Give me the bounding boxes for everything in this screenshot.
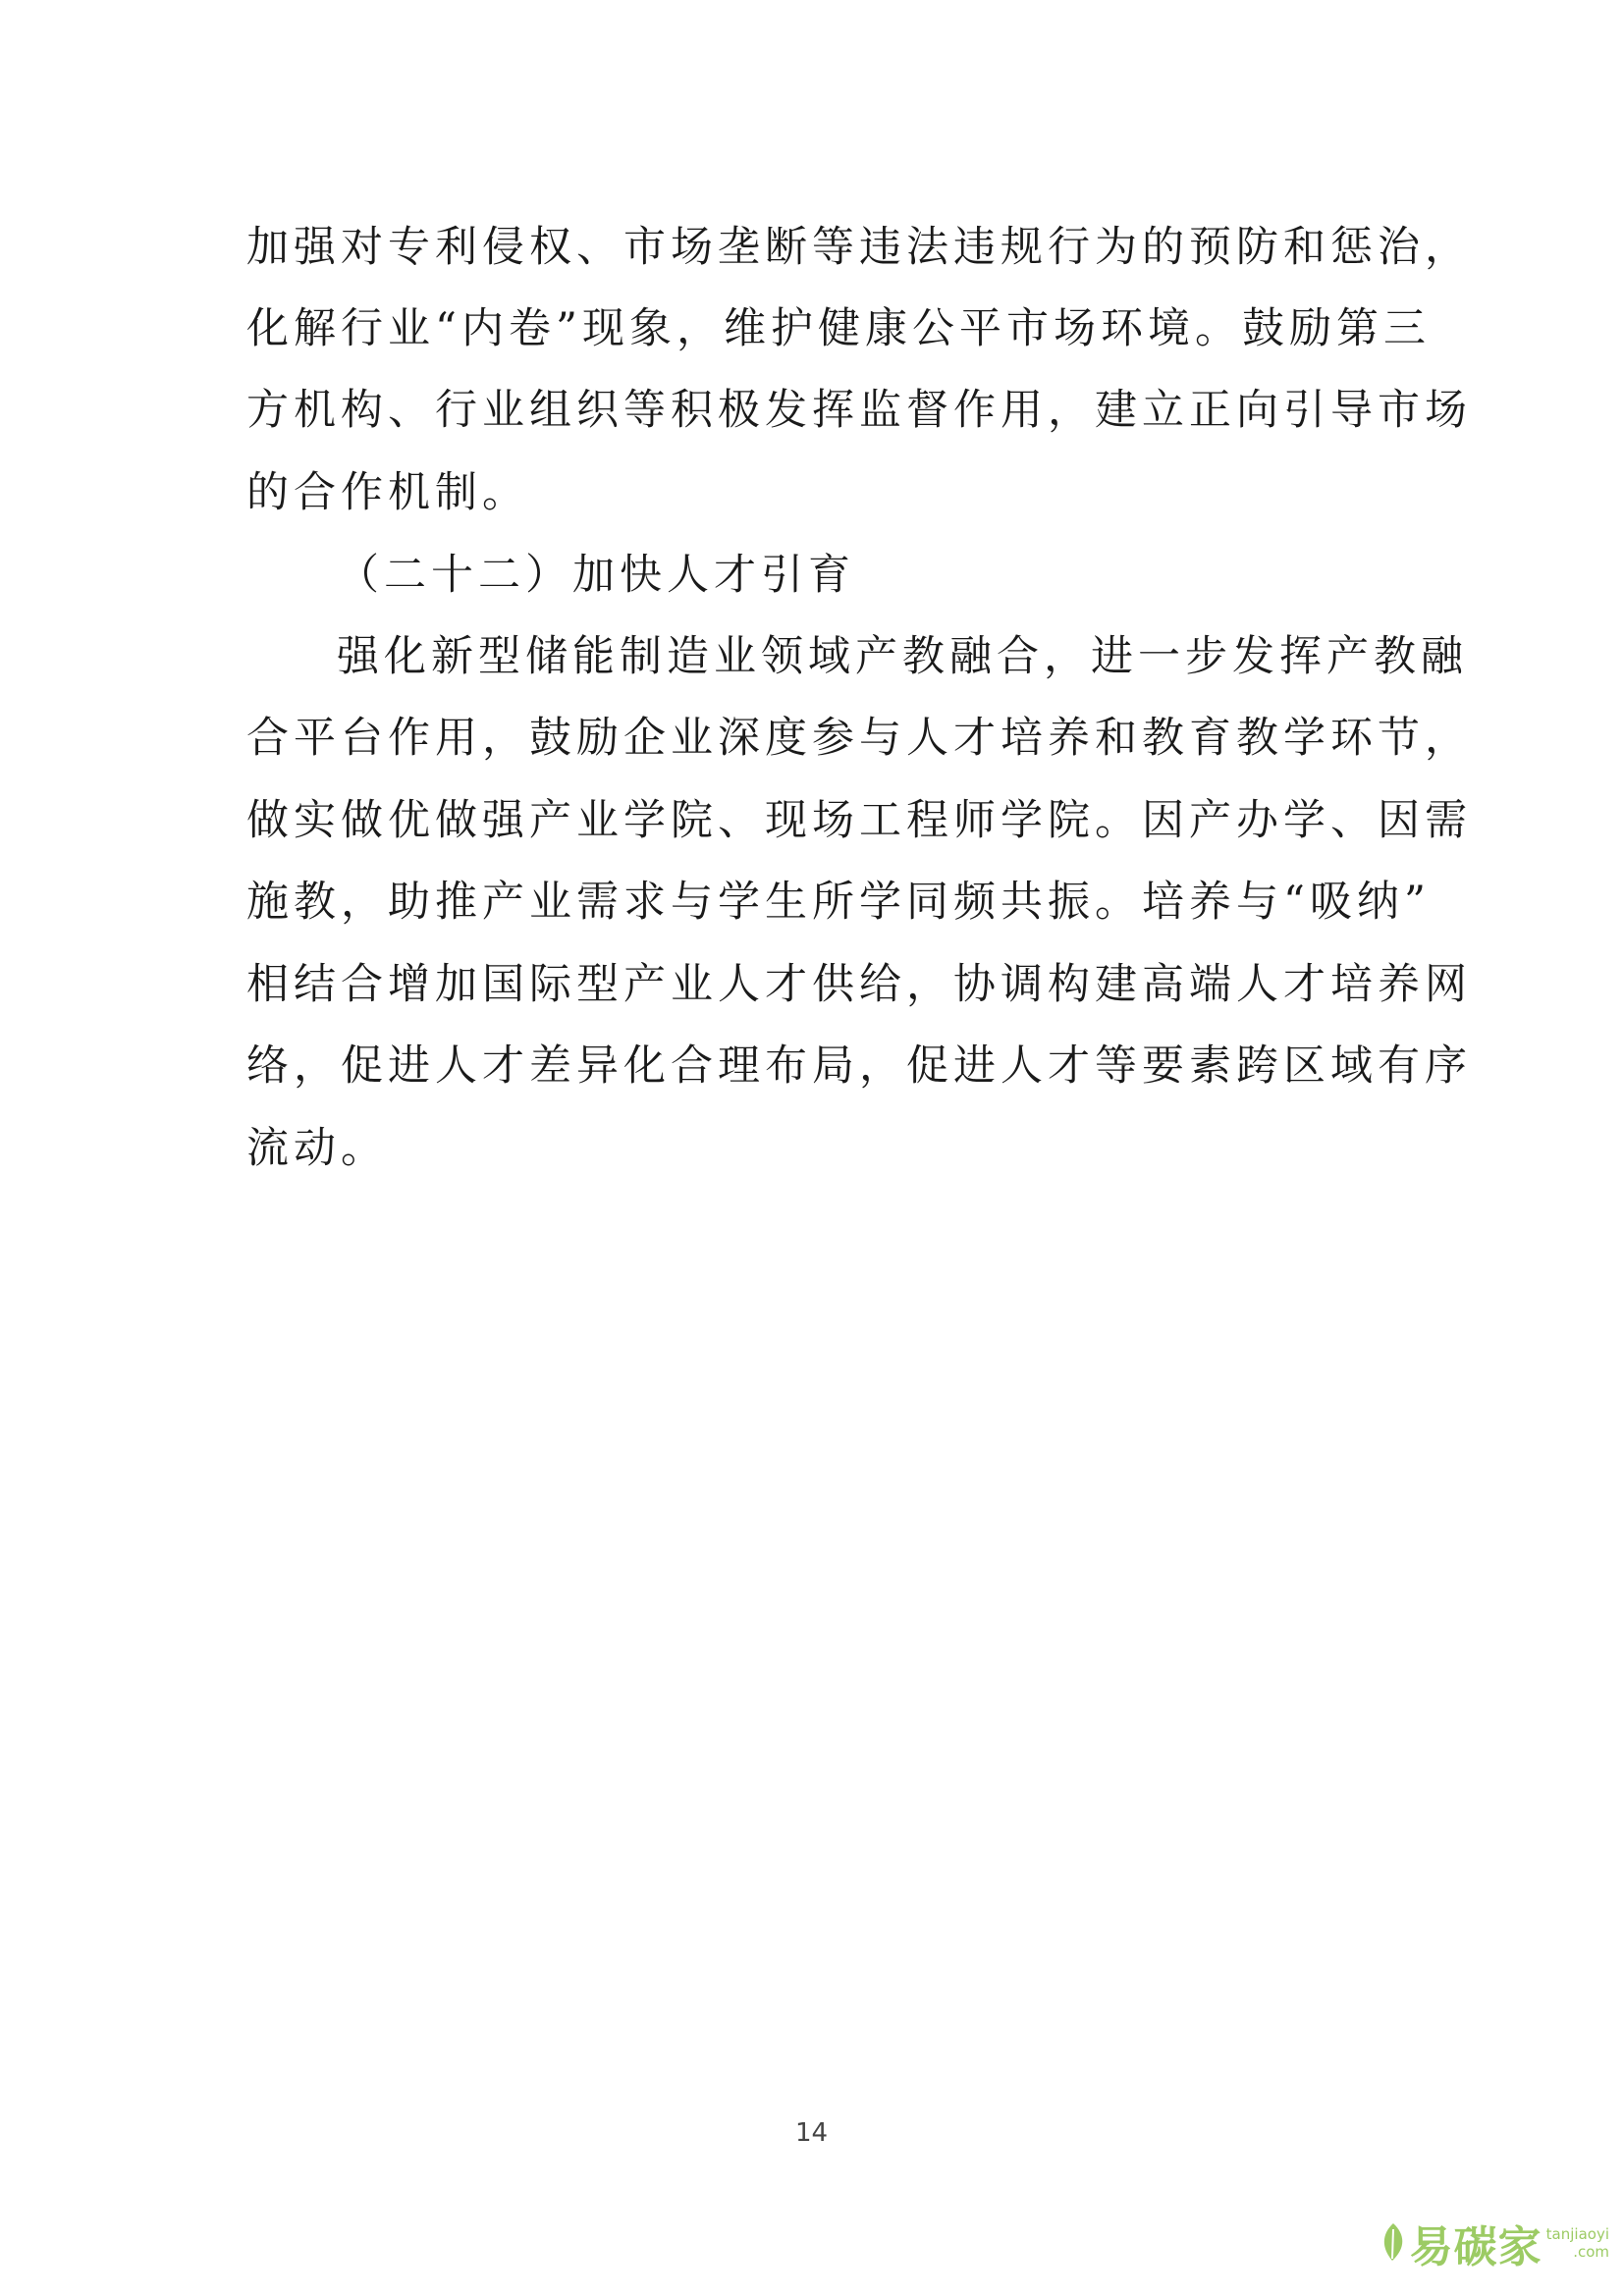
watermark-text-cn: 易碳家 [1409, 2222, 1542, 2272]
page-number: 14 [794, 2118, 829, 2148]
body-line-1: 加强对专利侵权、市场垄断等违法违规行为的预防和惩治， [246, 223, 1472, 272]
paragraph-line-1: 强化新型储能制造业领域产教融合，进一步发挥产教融 [337, 632, 1468, 681]
body-line-4: 的合作机制。 [246, 468, 529, 517]
body-line-3: 方机构、行业组织等积极发挥监督作用，建立正向引导市场 [246, 386, 1472, 435]
watermark-logo [1379, 2204, 1609, 2282]
watermark-text-en-bottom: .com [1573, 2243, 1609, 2261]
paragraph-line-4: 施教，助推产业需求与学生所学同频共振。培养与“吸纳” [246, 878, 1431, 927]
paragraph-line-3: 做实做优做强产业学院、现场工程师学院。因产办学、因需 [246, 796, 1472, 845]
body-line-2: 化解行业“内卷”现象，维护健康公平市场环境。鼓励第三 [246, 304, 1431, 353]
paragraph-line-5: 相结合增加国际型产业人才供给，协调构建高端人才培养网 [246, 960, 1472, 1009]
watermark-text-en [1546, 2225, 1609, 2261]
leaf-icon [1379, 2221, 1408, 2265]
paragraph-line-2: 合平台作用，鼓励企业深度参与人才培养和教育教学环节， [246, 714, 1472, 763]
paragraph-line-6: 络，促进人才差异化合理布局，促进人才等要素跨区域有序 [246, 1041, 1472, 1091]
watermark-text-en-top: tanjiaoyi [1545, 2225, 1609, 2243]
paragraph-line-7: 流动。 [246, 1124, 388, 1173]
section-heading: （二十二）加快人才引育 [337, 551, 855, 600]
